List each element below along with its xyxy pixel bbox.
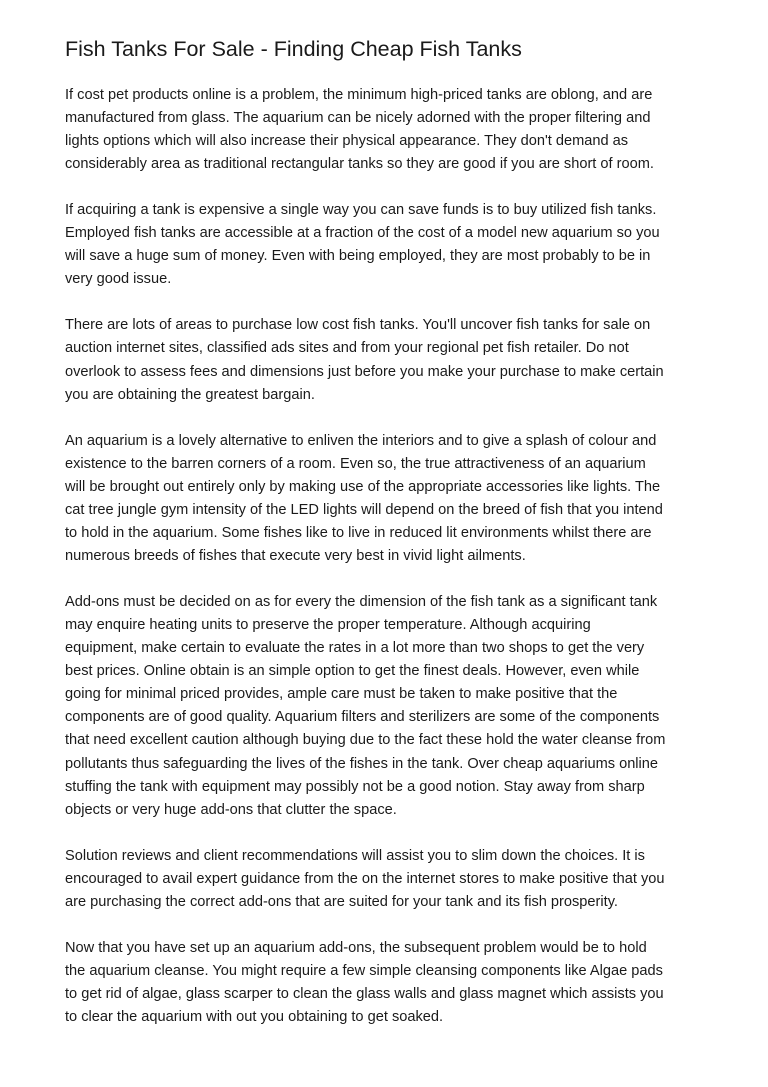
text-line: pollutants thus safeguarding the lives of the fishes in the tank. Over cheap aquariums online — [65, 755, 659, 772]
text-line: cat tree jungle gym intensity of the LED lights will depend on the breed of fish that you intend — [65, 501, 663, 518]
text-line: components are of good quality. Aquarium filters and sterilizers are some of the components — [65, 709, 660, 726]
text-line: considerably area as traditional rectangular tanks so they are good if you are short of room. — [65, 156, 654, 173]
text-line: Add-ons must be decided on as for every the dimension of the fish tank as a significant tank — [65, 593, 658, 610]
text-line: manufactured from glass. The aquarium can be nicely adorned with the proper filtering and — [65, 110, 651, 127]
article-body — [65, 84, 715, 1029]
text-line: An aquarium is a lovely alternative to enliven the interiors and to give a splash of colour and — [65, 432, 657, 449]
text-line: to clear the aquarium with out you obtaining to get soaked. — [65, 1008, 444, 1025]
text-line: will be brought out entirely only by making use of the appropriate accessories like lights. The — [65, 478, 661, 495]
text-line: objects or very huge add-ons that clutter the space. — [65, 801, 397, 818]
text-line: stuffing the tank with equipment may possibly not be a good notion. Stay away from sharp — [65, 778, 645, 795]
paragraph — [65, 314, 715, 406]
text-line: to hold in the aquarium. Some fishes like to live in reduced lit environments whilst there are — [65, 524, 652, 541]
text-line: overlook to assess fees and dimensions just before you make your purchase to make certain — [65, 363, 664, 380]
paragraph — [65, 591, 715, 822]
text-line: to get rid of algae, glass scarper to clean the glass walls and glass magnet which assists you — [65, 985, 664, 1002]
text-line: Now that you have set up an aquarium add-ons, the subsequent problem would be to hold — [65, 939, 647, 956]
paragraph — [65, 845, 715, 914]
document-page — [65, 36, 715, 1052]
paragraph — [65, 430, 715, 569]
text-line: going for minimal priced provides, ample care must be taken to make positive that the — [65, 686, 618, 703]
paragraph — [65, 199, 715, 291]
text-line: numerous breeds of fishes that execute very best in vivid light ailments. — [65, 547, 526, 564]
text-line: are purchasing the correct add-ons that are suited for your tank and its fish prosperity. — [65, 893, 618, 910]
text-line: very good issue. — [65, 271, 172, 288]
text-line: Employed fish tanks are accessible at a fraction of the cost of a model new aquarium so you — [65, 225, 660, 242]
text-line: you are obtaining the greatest bargain. — [65, 386, 315, 403]
text-line: best prices. Online obtain is an simple option to get the finest deals. However, even while — [65, 663, 640, 680]
page-title: Fish Tanks For Sale - Finding Cheap Fish Tanks — [65, 37, 522, 61]
text-line: existence to the barren corners of a room. Even so, the true attractiveness of an aquarium — [65, 455, 646, 472]
text-line: encouraged to avail expert guidance from the on the internet stores to make positive that you — [65, 870, 665, 887]
text-line: There are lots of areas to purchase low cost fish tanks. You'll uncover fish tanks for sale on — [65, 317, 651, 334]
text-line: the aquarium cleanse. You might require a few simple cleansing components like Algae pads — [65, 962, 663, 979]
text-line: that need excellent caution although buying due to the fact these hold the water cleanse from — [65, 732, 666, 749]
paragraph — [65, 84, 715, 176]
text-line: If acquiring a tank is expensive a single way you can save funds is to buy utilized fish tanks. — [65, 202, 657, 219]
text-line: will save a huge sum of money. Even with being employed, they are most probably to be in — [65, 248, 651, 265]
text-line: equipment, make certain to evaluate the rates in a lot more than two shops to get the very — [65, 640, 645, 657]
text-line: If cost pet products online is a problem, the minimum high-priced tanks are oblong, and are — [65, 87, 653, 103]
text-line: auction internet sites, classified ads sites and from your regional pet fish retailer. Do not — [65, 340, 629, 357]
text-line: may enquire heating units to preserve the proper temperature. Although acquiring — [65, 616, 591, 633]
text-line: Solution reviews and client recommendations will assist you to slim down the choices. It is — [65, 847, 645, 864]
text-line: lights options which will also increase their physical appearance. They don't demand as — [65, 133, 629, 150]
paragraph — [65, 937, 715, 1029]
